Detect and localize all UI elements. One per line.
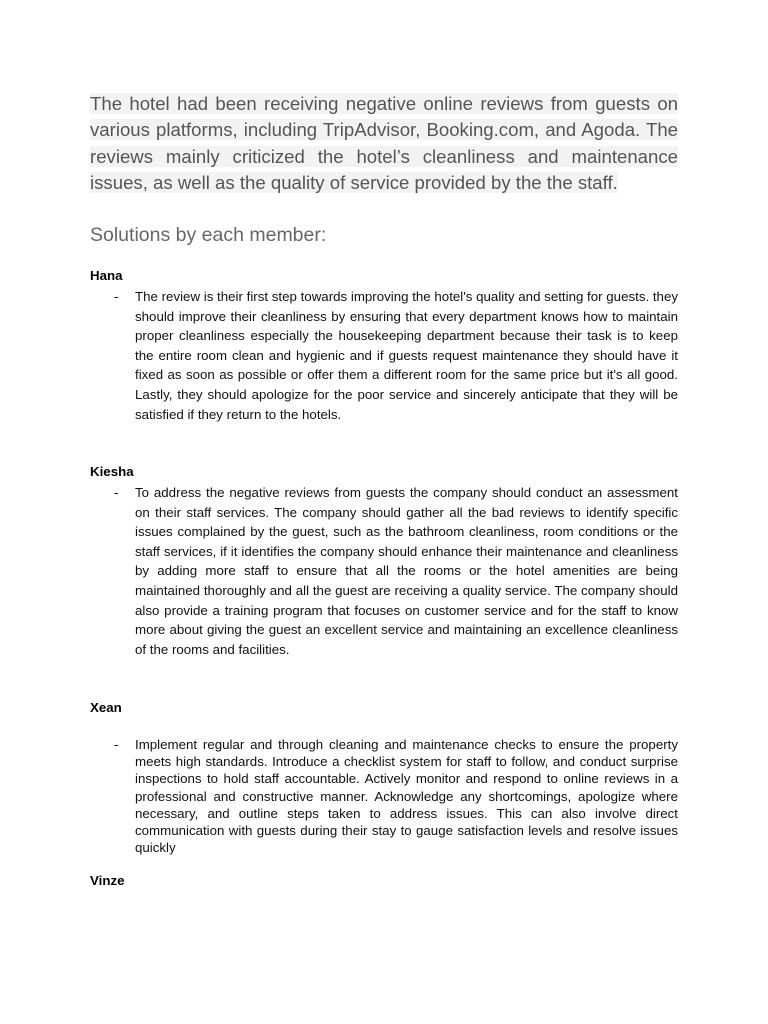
list-item: [114, 287, 678, 424]
member-name-xean: Xean: [90, 700, 122, 715]
member-entry-xean: [114, 736, 678, 856]
intro-text: The hotel had been receiving negative online reviews from guests on various platforms, including TripAdvisor, Booking.com, and Agoda. The reviews mainly criticized the hotel’s cleanliness and maintenance issues, as well as the quality of service provided by the the staff.: [90, 93, 678, 194]
list-item: [114, 483, 678, 659]
dash-bullet: -: [114, 737, 119, 752]
member-text-xean: Implement regular and through cleaning and maintenance checks to ensure the property meets high standards. Introduce a checklist system for staff to follow, and conduct surprise inspections to hold staff accountable. Actively monitor and respond to online reviews in a professional and constructive manner. Acknowledge any shortcomings, apologize where necessary, and outline steps taken to address issues. This can also involve direct communication with guests during their stay to gauge satisfaction levels and resolve issues quickly: [135, 737, 678, 856]
member-name-kiesha: Kiesha: [90, 464, 134, 479]
member-text-kiesha: To address the negative reviews from guests the company should conduct an assessment on their staff services. The company should gather all the bad reviews to identify specific issues complained by the guest, such as the bathroom cleanliness, room conditions or the staff services, if it identifies the company should enhance their maintenance and cleanliness by adding more staff to ensure that all the rooms or the hotel amenities are being maintained thoroughly and all the guest are receiving a quality service. The company should also provide a training program that focuses on customer service and for the staff to know more about giving the guest an excellent service and maintaining an excellence cleanliness of the rooms and facilities.: [135, 485, 678, 657]
member-entry-hana: [114, 287, 678, 424]
dash-bullet: -: [114, 289, 119, 304]
member-entry-kiesha: [114, 483, 678, 659]
intro-paragraph: [90, 91, 678, 197]
member-name-hana: Hana: [90, 268, 123, 283]
member-name-vinze: Vinze: [90, 873, 125, 888]
dash-bullet: -: [114, 485, 119, 500]
member-text-hana: The review is their first step towards improving the hotel's quality and setting for guests. they should improve their cleanliness by ensuring that every department knows how to maintain proper cleanliness especially the housekeeping department because their task is to keep the entire room clean and hygienic and if guests request maintenance they should have it fixed as soon as possible or offer them a different room for the same price but it's all good. Lastly, they should apologize for the poor service and sincerely anticipate that they will be satisfied if they return to the hotels.: [135, 289, 678, 422]
list-item: [114, 736, 678, 856]
section-title: Solutions by each member:: [90, 224, 327, 246]
